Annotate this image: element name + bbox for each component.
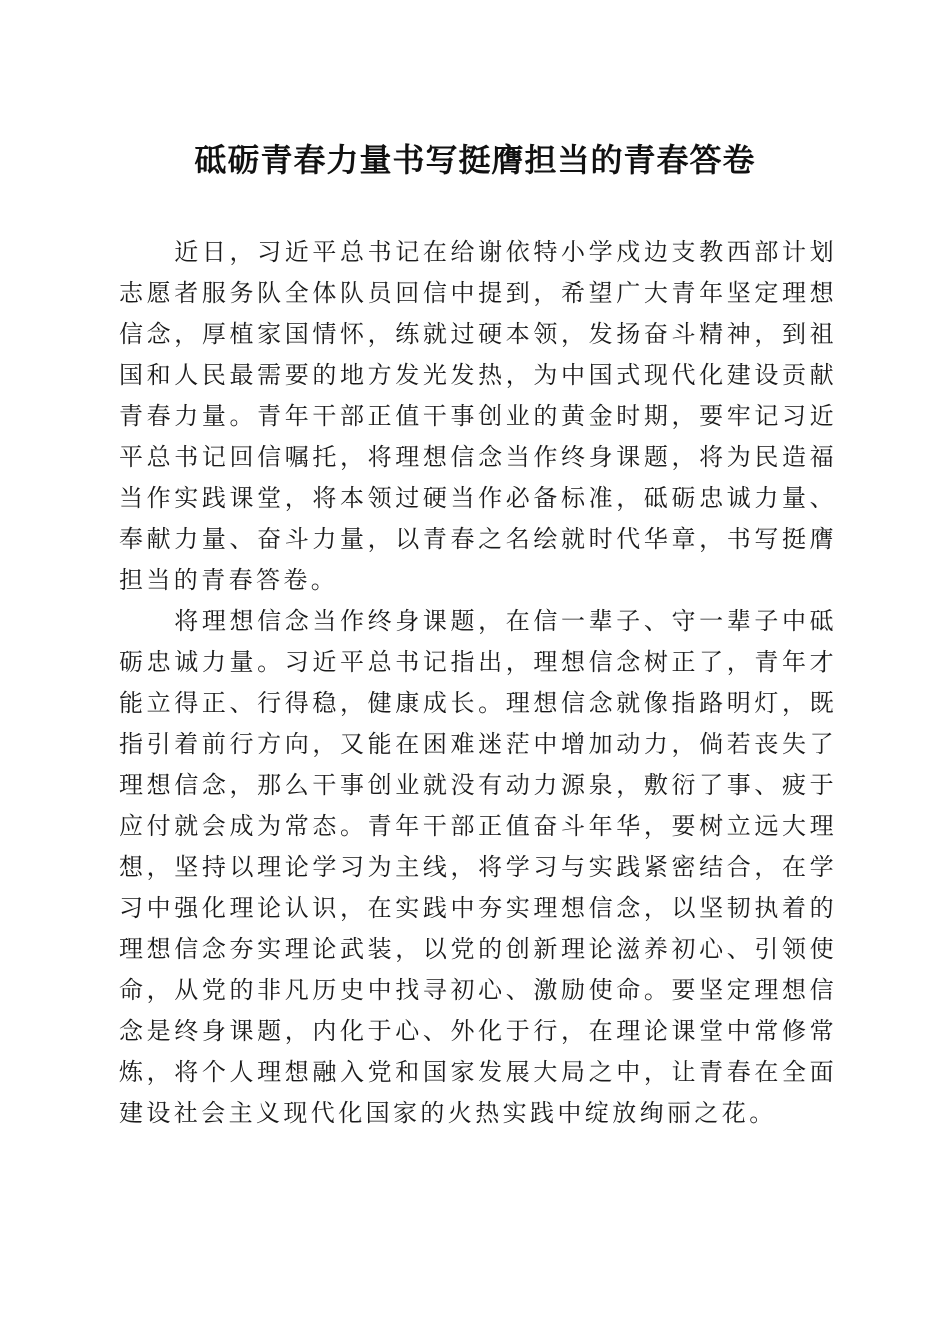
document-body — [119, 232, 837, 1134]
paragraph: 近日，习近平总书记在给谢依特小学戍边支教西部计划志愿者服务队全体队员回信中提到，希望广大青年坚定理想信念，厚植家国情怀，练就过硬本领，发扬奋斗精神，到祖国和人民最需要的地方发光发热，为中国式现代化建设贡献青春力量。青年干部正值干事创业的黄金时期，要牢记习近平总书记回信嘱托，将理想信念当作终身课题，将为民造福当作实践课堂，将本领过硬当作必备标准，砥砺忠诚力量、奉献力量、奋斗力量，以青春之名绘就时代华章，书写挺膺担当的青春答卷。 — [119, 238, 837, 594]
paragraph: 将理想信念当作终身课题，在信一辈子、守一辈子中砥砺忠诚力量。习近平总书记指出，理想信念树正了，青年才能立得正、行得稳，健康成长。理想信念就像指路明灯，既指引着前行方向，又能在困难迷茫中增加动力，倘若丧失了理想信念，那么干事创业就没有动力源泉，敷衍了事、疲于应付就会成为常态。青年干部正值奋斗年华，要树立远大理想，坚持以理论学习为主线，将学习与实践紧密结合，在学习中强化理论认识，在实践中夯实理想信念，以坚韧执着的理想信念夯实理论武装，以党的创新理论滋养初心、引领使命，从党的非凡历史中找寻初心、激励使命。要坚定理想信念是终身课题，内化于心、外化于行，在理论课堂中常修常炼，将个人理想融入党和国家发展大局之中，让青春在全面建设社会主义现代化国家的火热实践中绽放绚丽之花。 — [119, 607, 837, 1127]
document-title: 砥砺青春力量书写挺膺担当的青春答卷 — [194, 141, 756, 179]
